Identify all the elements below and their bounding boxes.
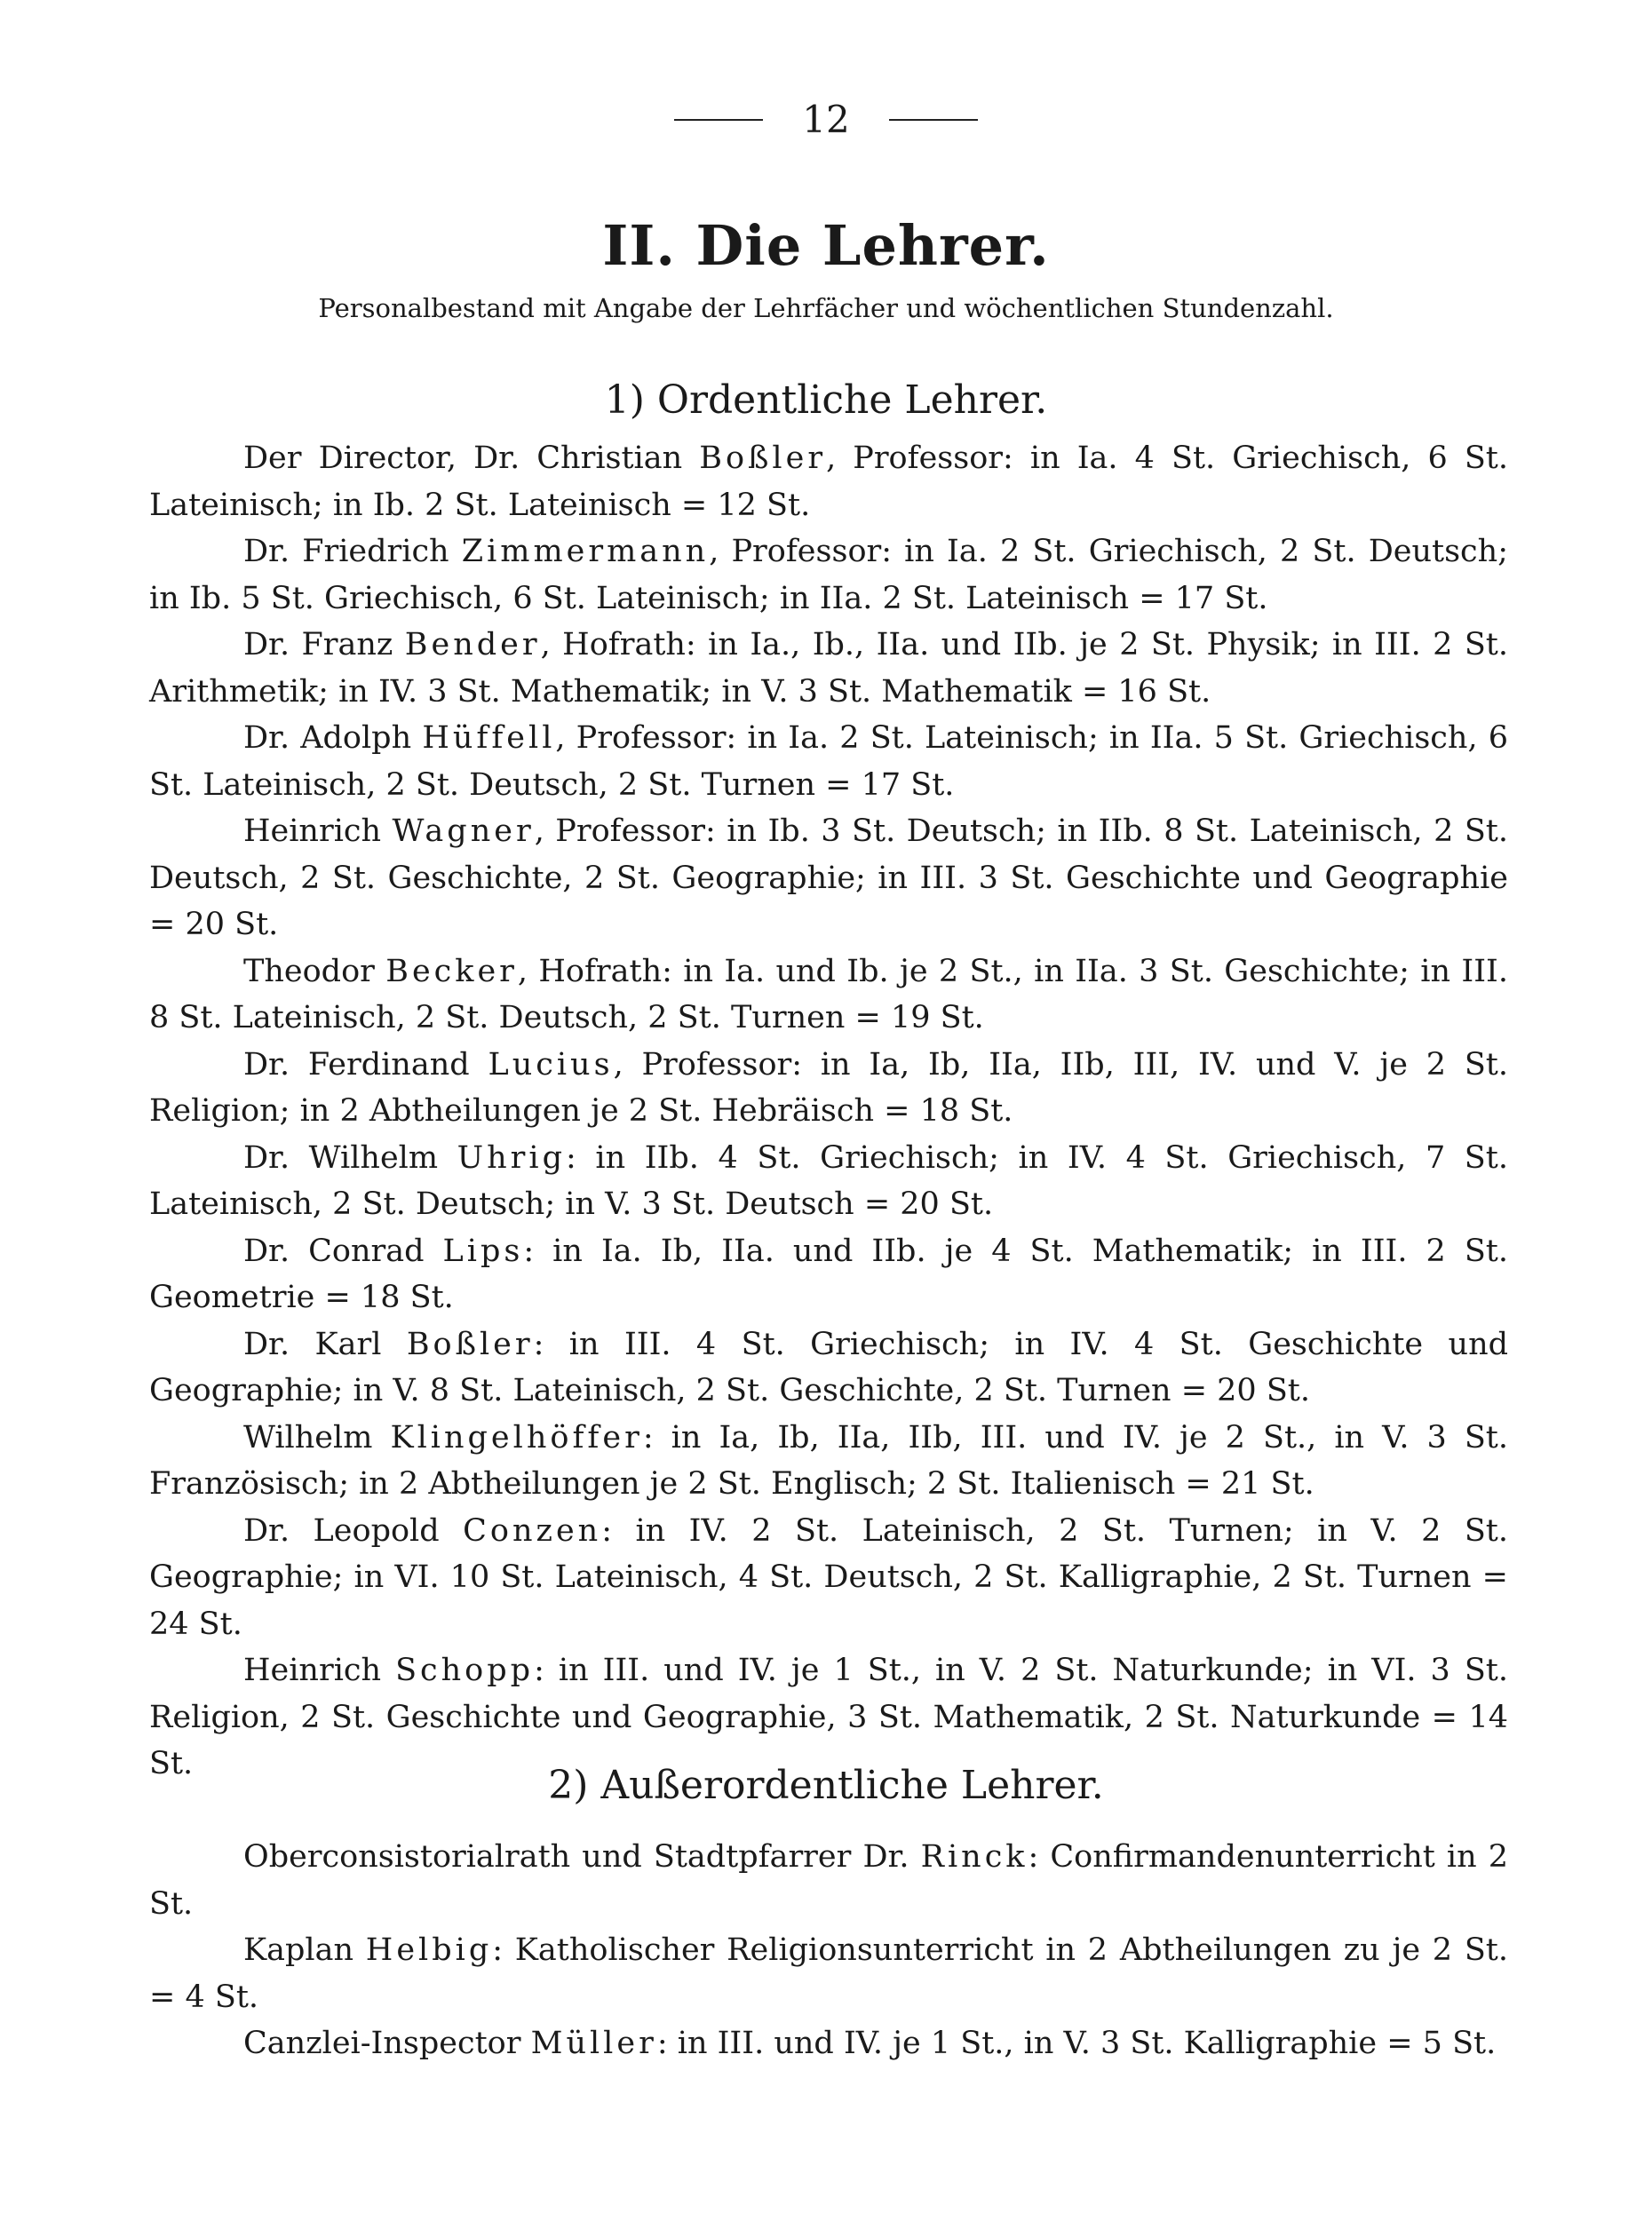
teacher-name: Müller bbox=[530, 2026, 657, 2061]
teacher-name: Boßler bbox=[699, 440, 827, 476]
header-rule-right bbox=[889, 119, 978, 121]
teacher-entry bbox=[149, 948, 1508, 1042]
header-rule-left bbox=[674, 119, 763, 121]
teacher-entry bbox=[149, 1135, 1508, 1228]
entry-details: , Professor: in Ia. 2 St. Lateinisch; in IIa. 5 St. Griechisch, 6 St. Lateinisch, 2 St. Deutsch, 2 St. Turnen = 17 St. bbox=[149, 720, 1509, 803]
section-heading-extraordinary: 2) Außerordentliche Lehrer. bbox=[548, 1763, 1104, 1808]
entry-details: : in III. und IV. je 1 St., in V. 2 St. Naturkunde; in VI. 3 St. Religion, 2 St. Geschichte und Geographie, 3 St. Mathematik, 2 St. Naturkunde = 14 St. bbox=[149, 1653, 1508, 1781]
entry-prefix: Kaplan bbox=[243, 1932, 366, 1968]
entry-details: : in Ia, Ib, IIa, IIb, III. und IV. je 2 St., in V. 3 St. Französisch; in 2 Abtheilungen je 2 St. Englisch; 2 St. Italienisch = 21 St. bbox=[149, 1419, 1508, 1502]
entry-prefix: Dr. Ferdinand bbox=[243, 1046, 488, 1083]
entry-prefix: Dr. Karl bbox=[243, 1326, 407, 1362]
entry-details: , Professor: in Ib. 3 St. Deutsch; in IIb. 8 St. Lateinisch, 2 St. Deutsch, 2 St. Geschichte, 2 St. Geographie; in III. 3 St. Geschichte und Geographie = 20 St. bbox=[149, 813, 1508, 942]
teacher-entry bbox=[149, 1927, 1508, 2020]
entry-prefix: Dr. Adolph bbox=[243, 720, 423, 756]
teacher-entry bbox=[149, 1042, 1508, 1135]
teacher-entry bbox=[149, 1321, 1508, 1415]
entry-prefix: Dr. Leopold bbox=[243, 1512, 464, 1549]
teacher-entry bbox=[149, 1228, 1508, 1321]
entry-details: : in III. und IV. je 1 St., in V. 3 St. Kalligraphie = 5 St. bbox=[656, 2026, 1497, 2061]
teacher-name: Wagner bbox=[392, 813, 535, 849]
chapter-title: II. Die Lehrer. bbox=[602, 213, 1050, 278]
ordinary-teachers-list bbox=[149, 435, 1508, 1788]
entry-details: : Confirmandenunterricht in 2 St. bbox=[149, 1839, 1509, 1922]
teacher-entry bbox=[149, 622, 1508, 715]
entry-details: , Professor: in Ia. 4 St. Griechisch, 6 St. Lateinisch; in Ib. 2 St. Lateinisch = 12 St. bbox=[149, 440, 1508, 523]
chapter-subtitle: Personalbestand mit Angabe der Lehrfächer und wöchentlichen Stundenzahl. bbox=[318, 293, 1334, 323]
teacher-name: Helbig bbox=[365, 1932, 493, 1968]
teacher-entry bbox=[149, 808, 1508, 948]
teacher-name: Conzen bbox=[463, 1512, 602, 1549]
section-heading-ordinary: 1) Ordentliche Lehrer. bbox=[604, 377, 1048, 423]
entry-prefix: Dr. Conrad bbox=[243, 1233, 443, 1269]
teacher-name: Boßler bbox=[406, 1326, 534, 1362]
teacher-name: Lucius bbox=[488, 1046, 614, 1083]
page-header bbox=[0, 98, 1652, 141]
teacher-entry bbox=[149, 1415, 1508, 1508]
entry-prefix: Dr. Franz bbox=[243, 627, 405, 662]
entry-details: : in Ia. Ib, IIa. und IIb. je 4 St. Mathematik; in III. 2 St. Geometrie = 18 St. bbox=[149, 1233, 1508, 1315]
entry-details: , Professor: in Ia, Ib, IIa, IIb, III, IV. und V. je 2 St. Religion; in 2 Abtheilungen je 2 St. Hebräisch = 18 St. bbox=[149, 1046, 1508, 1129]
teacher-entry bbox=[149, 2020, 1508, 2067]
teacher-name: Lips bbox=[442, 1233, 524, 1269]
teacher-entry bbox=[149, 435, 1508, 528]
entry-details: : in IV. 2 St. Lateinisch, 2 St. Turnen; in V. 2 St. Geographie; in VI. 10 St. Lateinisch, 4 St. Deutsch, 2 St. Kalligraphie, 2 St. Turnen = 24 St. bbox=[149, 1512, 1508, 1642]
teacher-name: Hüffell bbox=[422, 720, 556, 756]
entry-details: : in III. 4 St. Griechisch; in IV. 4 St. Geschichte und Geographie; in V. 8 St. Lateinisch, 2 St. Geschichte, 2 St. Turnen = 20 St. bbox=[149, 1326, 1509, 1408]
extraordinary-teachers-list bbox=[149, 1834, 1508, 2067]
entry-prefix: Wilhelm bbox=[243, 1419, 391, 1456]
entry-prefix: Dr. Friedrich bbox=[243, 534, 462, 569]
entry-prefix: Dr. Wilhelm bbox=[243, 1139, 457, 1176]
entry-prefix: Heinrich bbox=[243, 1653, 396, 1688]
teacher-entry bbox=[149, 1508, 1508, 1648]
entry-details: , Hofrath: in Ia. und Ib. je 2 St., in IIa. 3 St. Geschichte; in III. 8 St. Lateinisch, 2 St. Deutsch, 2 St. Turnen = 19 St. bbox=[149, 953, 1508, 1035]
entry-prefix: Oberconsistorialrath und Stadtpfarrer Dr. bbox=[243, 1839, 921, 1875]
entry-prefix: Heinrich bbox=[243, 813, 393, 849]
teacher-name: Zimmermann bbox=[461, 534, 710, 569]
teacher-entry bbox=[149, 1834, 1508, 1927]
teacher-name: Bender bbox=[404, 627, 541, 662]
entry-details: , Hofrath: in Ia., Ib., IIa. und IIb. je 2 St. Physik; in III. 2 St. Arithmetik; in IV. 3 St. Mathematik; in V. 3 St. Mathematik = 16 St. bbox=[149, 627, 1508, 710]
entry-details: : Katholischer Religionsunterricht in 2 Abtheilungen zu je 2 St. = 4 St. bbox=[149, 1932, 1508, 2015]
entry-prefix: Theodor bbox=[243, 953, 386, 989]
entry-details: : in IIb. 4 St. Griechisch; in IV. 4 St. Griechisch, 7 St. Lateinisch, 2 St. Deutsch; in V. 3 St. Deutsch = 20 St. bbox=[149, 1139, 1508, 1222]
entry-prefix: Canzlei-Inspector bbox=[243, 2026, 531, 2061]
page-number: 12 bbox=[802, 98, 850, 141]
teacher-name: Uhrig bbox=[457, 1139, 567, 1176]
teacher-name: Klingelhöffer bbox=[390, 1419, 643, 1456]
teacher-name: Schopp bbox=[395, 1653, 535, 1688]
teacher-entry bbox=[149, 528, 1508, 622]
entry-details: , Professor: in Ia. 2 St. Griechisch, 2 St. Deutsch; in Ib. 5 St. Griechisch, 6 St. Lateinisch; in IIa. 2 St. Lateinisch = 17 St. bbox=[149, 534, 1508, 616]
teacher-name: Rinck bbox=[920, 1839, 1029, 1875]
entry-prefix: Der Director, Dr. Christian bbox=[243, 440, 700, 476]
teacher-entry bbox=[149, 715, 1508, 808]
teacher-name: Becker bbox=[385, 953, 518, 989]
